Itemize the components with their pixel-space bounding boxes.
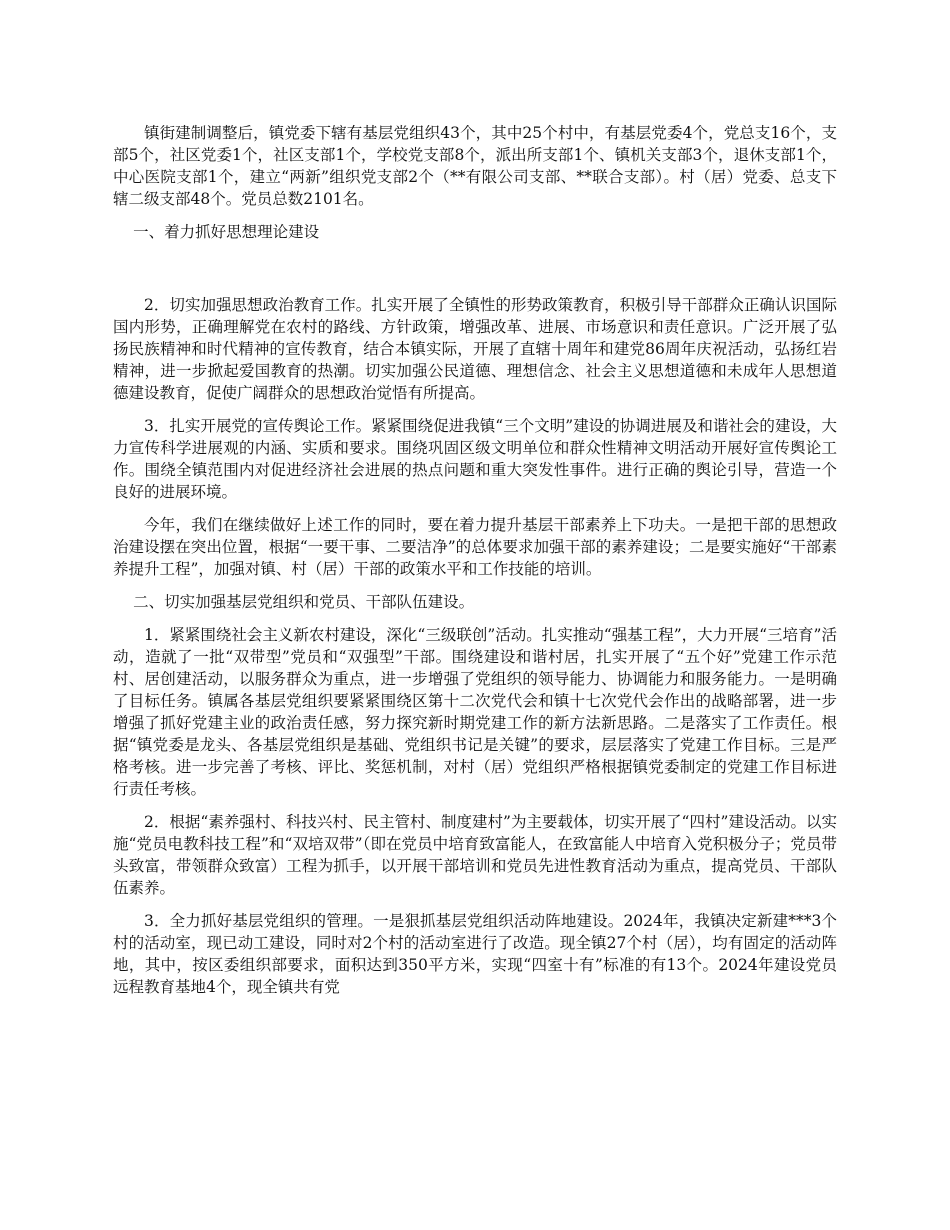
paragraph-org-overview: 镇街建制调整后，镇党委下辖有基层党组织43个，其中25个村中，有基层党委4个，党总支16个，支部5个，社区党委1个，社区支部1个，学校党支部8个，派出所支部1个、镇机关支部3个，退休支部1个，中心医院支部1个，建立“两新”组织党支部2个（**有限公司支部、**联合支部）。村（居）党委、总支下辖二级支部48个。党员总数2101名。 (113, 124, 837, 208)
heading-ideology-building: 一、着力抓好思想理论建设 (133, 223, 320, 241)
paragraph-three-level-campaign: 1．紧紧围绕社会主义新农村建设，深化“三级联创”活动。扎实推动“强基工程”，大力开展“三培育”活动，造就了一批“双带型”党员和“双强型”干部。围绕建设和谐村居，扎实开展了“五个好”党建工作示范村、居创建活动，以服务群众为重点，进一步增强了党组织的领导能力、协调能力和服务能力。一是明确了目标任务。镇属各基层党组织要紧紧围绕区第十二次党代会和镇十七次党代会作出的战略部署，进一步增强了抓好党建主业的政治责任感，努力探究新时期党建工作的新方法新思路。二是落实了工作责任。根据“镇党委是龙头、各基层党组织是基础、党组织书记是关键”的要求，层层落实了党建工作目标。三是严格考核。进一步完善了考核、评比、奖惩机制，对村（居）党组织严格根据镇党委制定的党建工作目标进行责任考核。 (113, 626, 837, 798)
paragraph-this-year-plan: 今年，我们在继续做好上述工作的同时，要在着力提升基层干部素养上下功夫。一是把干部的思想政治建设摆在突出位置，根据“一要干事、二要洁净”的总体要求加强干部的素养建设；二是要实施好“干部素养提升工程”，加强对镇、村（居）干部的政策水平和工作技能的培训。 (113, 516, 837, 578)
paragraph-organization-management: 3．全力抓好基层党组织的管理。一是狠抓基层党组织活动阵地建设。2024年，我镇决定新建***3个村的活动室，现已动工建设，同时对2个村的活动室进行了改造。现全镇27个村（居），均有固定的活动阵地，其中，按区委组织部要求，面积达到350平方米，实现“四室十有”标准的有13个。2024年建设党员远程教育基地4个，现全镇共有党 (113, 912, 837, 996)
document-page (113, 122, 837, 1009)
paragraph-political-education: 2．切实加强思想政治教育工作。扎实开展了全镇性的形势政策教育，积极引导干部群众正确认识国际国内形势，正确理解党在农村的路线、方针政策，增强改革、进展、市场意识和责任意识。广泛开展了弘扬民族精神和时代精神的宣传教育，结合本镇实际，开展了直辖十周年和建党86周年庆祝活动，弘扬红岩精神，进一步掀起爱国教育的热潮。切实加强公民道德、理想信念、社会主义思想道德和未成年人思想道德建设教育，促使广阔群众的思想政治觉悟有所提高。 (113, 296, 837, 402)
heading-party-organization-building: 二、切实加强基层党组织和党员、干部队伍建设。 (133, 593, 475, 611)
blank-gap (113, 254, 837, 294)
paragraph-four-villages: 2．根据“素养强村、科技兴村、民主管村、制度建村”为主要载体，切实开展了“四村”建设活动。以实施“党员电教科技工程”和“双培双带”（即在党员中培育致富能人，在致富能人中培育入党积极分子；党员带头致富，带领群众致富）工程为抓手，以开展干部培训和党员先进性教育活动为重点，提高党员、干部队伍素养。 (113, 813, 837, 897)
paragraph-publicity-work: 3．扎实开展党的宣传舆论工作。紧紧围绕促进我镇“三个文明”建设的协调进展及和谐社会的建设，大力宣传科学进展观的内涵、实质和要求。围绕巩固区级文明单位和群众性精神文明活动开展好宣传舆论工作。围绕全镇范围内对促进经济社会进展的热点问题和重大突发性事件。进行正确的舆论引导，营造一个良好的进展环境。 (113, 417, 837, 501)
